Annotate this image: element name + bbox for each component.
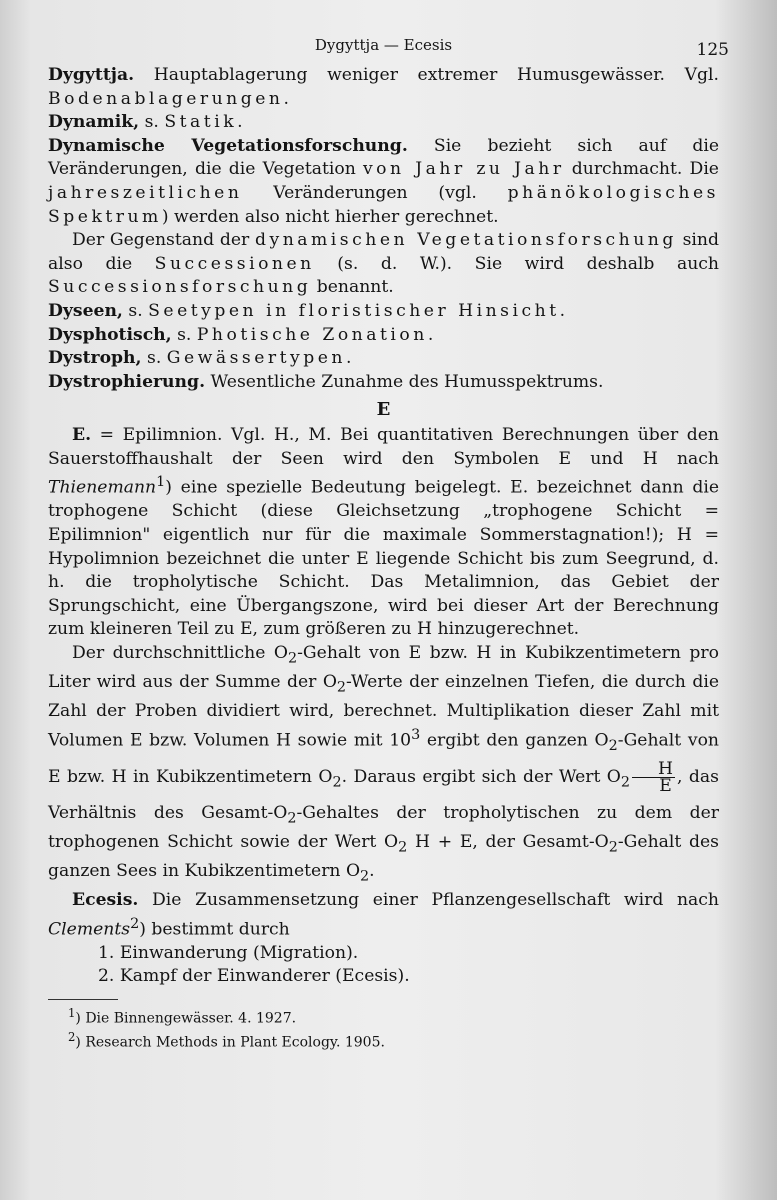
fraction-h-over-e: $\frac{H}{E}$: [632, 761, 675, 794]
dictionary-entries: [48, 64, 719, 989]
entry-dystrophierung: Dystrophierung. Wesentliche Zunahme des Humusspektrums.: [48, 371, 604, 392]
list-item: 2. Kampf der Einwanderer (Ecesis).: [98, 966, 410, 987]
cross-reference: phänökologisches Spektrum: [48, 182, 719, 227]
footnote-rule: [48, 999, 118, 1000]
cross-reference: Gewässertypen: [166, 348, 346, 369]
entry-dynamische-vegetationsforschung-p2: Der Gegenstand der dynamischen Vegetationsforschung sind also die Successionen (s. d. W.). Sie wird deshalb auch Successionsforschung benannt.: [48, 230, 720, 298]
headword: Dystrophierung.: [48, 371, 206, 392]
cross-reference: Bodenablagerungen: [48, 88, 284, 109]
entry-dyseen: Dyseen, s. Seetypen in floristischer Hinsicht.: [48, 300, 566, 321]
cross-reference: Seetypen in floristischer Hinsicht: [148, 300, 560, 321]
headword: Dyseen,: [48, 300, 123, 321]
author-name: Clements: [48, 919, 131, 940]
cross-reference: Photische Zonation: [196, 324, 428, 345]
entry-e-p2: Der durchschnittliche $O_2$-Gehalt von E bzw. H in Kubikzentimetern pro Liter wird aus der Summe der $O_2$-Werte der einzelnen Tiefen, die durch die Zahl der Proben dividiert wird, berechnet. Multiplikation dieser Zahl mit Volumen E bzw. Volumen H sowie mit $10^3$ ergibt den ganzen $O_2$-Gehalt von E bzw. H in Kubikzentimetern $O_2$. Daraus ergibt sich der Wert $O_2$ $\frac{H}{E}$ , das Verhältnis des Gesamt-$O_2$-Gehaltes der tropholytischen zu dem der trophogenen Schicht sowie der Wert $O_2$ H + E, der Gesamt-$O_2$-Gehalt des ganzen Sees in Kubikzentimetern $O_2$.: [48, 642, 720, 885]
footnotes: [48, 1004, 719, 1051]
author-name: Thienemann: [48, 477, 157, 498]
running-title: Dygyttja — Ecesis: [314, 36, 453, 54]
footnote-mark: 1: [156, 474, 166, 491]
entry-dynamik: Dynamik, s. Statik.: [48, 112, 243, 133]
running-head: [48, 30, 729, 64]
list-item: 1. Einwanderung (Migration).: [98, 942, 359, 963]
cross-reference: Statik: [164, 112, 238, 133]
headword: Dysphotisch,: [48, 324, 172, 345]
footnote-mark: 2: [130, 915, 140, 932]
entry-e: E. = Epilimnion. Vgl. H., M. Bei quantitativen Berechnungen über den Sauerstoffhaushalt der Seen wird den Symbolen E und H nach Thienemann$^1$) eine spezielle Bedeutung beigelegt. E. bezeichnet dann die trophogene Schicht (diese Gleichsetzung „trophogene Schicht = Epilimnion" eigentlich nur für die maximale Sommerstagnation!); H = Hypolimnion bezeichnet die unter E liegende Schicht bis zum Seegrund, d. h. die tropholytische Schicht. Das Metalimnion, das Gebiet der Sprungschicht, eine Übergangszone, wird bei dieser Art der Berechnung zum kleineren Teil zu E, zum größeren zu H hinzugerechnet.: [48, 424, 719, 640]
entry-ecesis: Ecesis. Die Zusammensetzung einer Pflanzengesellschaft wird nach Clements$^2$) bestimmt durch: [48, 889, 719, 940]
headword: Dystroph,: [48, 348, 142, 369]
section-letter: E: [376, 399, 391, 421]
headword: Dynamische Vegetationsforschung.: [48, 135, 408, 156]
headword: Ecesis.: [72, 889, 139, 910]
entry-dynamische-vegetationsforschung: Dynamische Vegetationsforschung. Sie bezieht sich auf die Veränderungen, die die Vegetation von Jahr zu Jahr durchmacht. Die jahreszeitlichen Veränderungen (vgl. phänökologisches Spektrum) werden also nicht hierher gerechnet.: [48, 135, 719, 227]
footnote: $^1$) Die Binnengewässer. 4. 1927.: [68, 1006, 297, 1027]
headword: Dygyttja.: [48, 65, 135, 85]
headword: Dynamik,: [48, 112, 140, 133]
headword: E.: [72, 424, 92, 445]
footnote: $^2$) Research Methods in Plant Ecology. 1905.: [68, 1029, 385, 1051]
cross-reference: Successionen: [154, 253, 315, 274]
page-number: 125: [696, 40, 729, 60]
entry-dygyttja: Dygyttja. Hauptablagerung weniger extremer Humusgewässer. Vgl. Bodenablagerungen.: [48, 65, 719, 109]
entry-dystroph: Dystroph, s. Gewässertypen.: [48, 348, 352, 369]
entry-dysphotisch: Dysphotisch, s. Photische Zonation.: [48, 324, 434, 345]
